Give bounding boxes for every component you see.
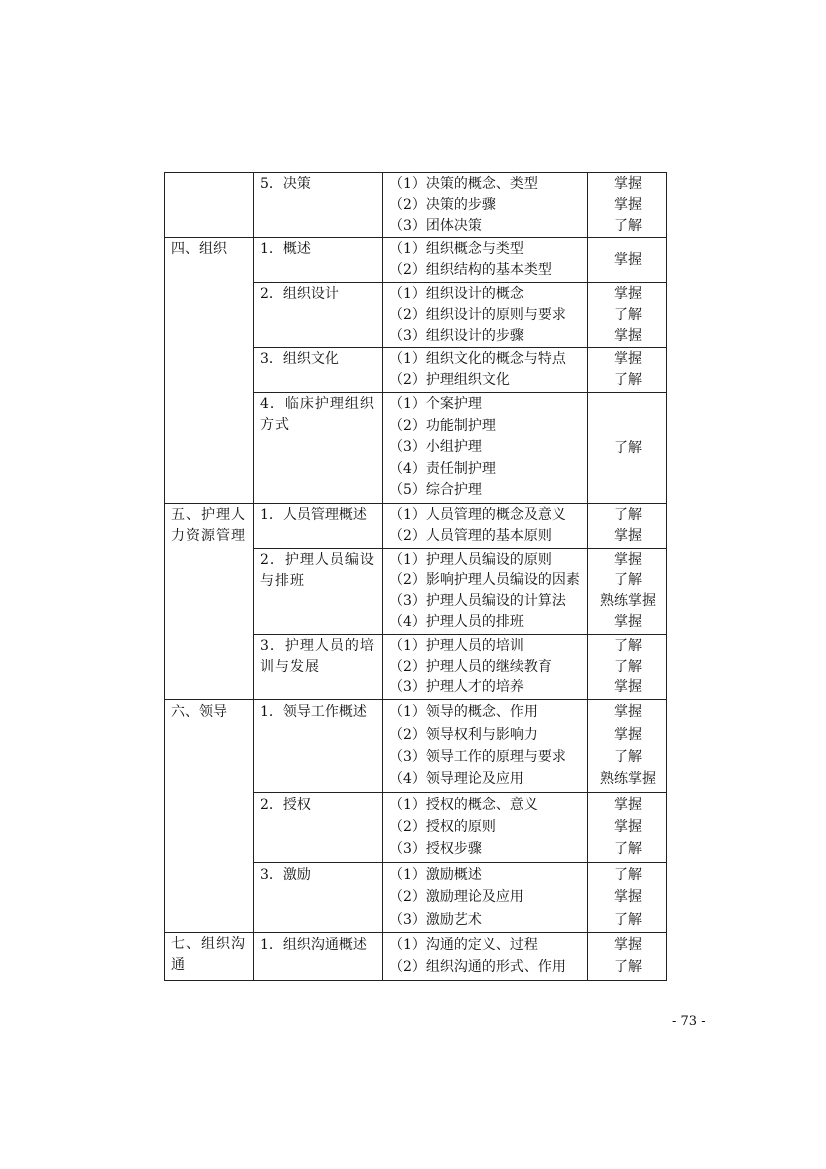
- subtopic-label: 1．领导工作概述: [260, 704, 367, 721]
- content-item: （1）护理人员编设的原则: [389, 551, 552, 568]
- content-item: （3）授权步骤: [389, 841, 482, 858]
- level-label: 掌握: [614, 819, 642, 836]
- content-cell: [383, 173, 588, 238]
- unit-cell: [165, 700, 254, 933]
- unit-label: 四、组织: [171, 241, 227, 258]
- content-item: （1）组织设计的概念: [389, 285, 524, 302]
- level-label: 了解: [614, 572, 642, 589]
- content-item: （1）决策的概念、类型: [389, 176, 538, 192]
- content-cell: [383, 282, 588, 347]
- level-cell: [588, 634, 667, 699]
- content-item: （3）领导工作的原理与要求: [389, 748, 566, 765]
- syllabus-table: [164, 172, 667, 981]
- level-label: 了解: [614, 911, 642, 928]
- content-item: （2）组织沟通的形式、作用: [389, 959, 566, 976]
- unit-cell: [165, 933, 254, 981]
- content-item: （3）小组护理: [389, 439, 482, 456]
- level-label: 掌握: [614, 285, 642, 302]
- subtopic-label: 4．临床护理组织方式: [260, 395, 375, 433]
- content-item: （2）激励理论及应用: [389, 889, 524, 906]
- content-item: （2）授权的原则: [389, 819, 496, 836]
- level-label: 了解: [614, 841, 642, 858]
- content-cell: [383, 548, 588, 634]
- content-cell: [383, 792, 588, 862]
- level-label: 了解: [614, 637, 642, 654]
- level-label: 了解: [614, 439, 642, 456]
- subtopic-label: 3．组织文化: [260, 351, 339, 368]
- subtopic-label: 5．决策: [260, 176, 311, 192]
- level-label: 了解: [614, 506, 642, 523]
- content-cell: [383, 700, 588, 793]
- content-cell: [383, 503, 588, 548]
- content-item: （4）责任制护理: [389, 460, 496, 477]
- level-label: 了解: [614, 959, 642, 976]
- content-item: （1）护理人员的培训: [389, 637, 524, 654]
- level-cell: [588, 862, 667, 932]
- subtopic-label: 2．组织设计: [260, 285, 339, 302]
- subtopic-cell: [254, 792, 383, 862]
- content-item: （2）组织设计的原则与要求: [389, 306, 566, 323]
- subtopic-label: 2．授权: [260, 796, 311, 813]
- level-cell: [588, 548, 667, 634]
- level-label: 了解: [614, 306, 642, 323]
- subtopic-cell: [254, 392, 383, 503]
- level-label: 掌握: [614, 889, 642, 906]
- level-label: 掌握: [614, 327, 642, 344]
- level-label: 掌握: [614, 613, 642, 630]
- level-cell: [588, 503, 667, 548]
- subtopic-label: 3．护理人员的培训与发展: [260, 637, 375, 675]
- content-cell: [383, 348, 588, 393]
- level-cell: [588, 792, 667, 862]
- unit-cell: [165, 503, 254, 699]
- level-label: 掌握: [614, 796, 642, 813]
- unit-label: 六、领导: [171, 704, 227, 721]
- level-label: 掌握: [614, 551, 642, 568]
- subtopic-cell: [254, 173, 383, 238]
- subtopic-cell: [254, 238, 383, 283]
- subtopic-label: 1．组织沟通概述: [260, 937, 367, 954]
- level-cell: [588, 238, 667, 283]
- level-label: 熟练掌握: [600, 771, 656, 788]
- content-item: （2）组织结构的基本类型: [389, 262, 552, 279]
- subtopic-cell: [254, 548, 383, 634]
- page-number: - 73 -: [672, 1014, 706, 1029]
- subtopic-label: 1．人员管理概述: [260, 506, 367, 523]
- level-label: 了解: [614, 217, 642, 234]
- level-label: 了解: [614, 372, 642, 389]
- unit-label: 五、护理人力资源管理: [171, 506, 246, 544]
- level-label: 掌握: [614, 679, 642, 696]
- level-label: 熟练掌握: [600, 593, 656, 610]
- subtopic-cell: [254, 862, 383, 932]
- content-item: （1）组织文化的概念与特点: [389, 351, 566, 368]
- content-item: （1）授权的概念、意义: [389, 796, 538, 813]
- level-label: 掌握: [614, 937, 642, 954]
- content-item: （2）领导权利与影响力: [389, 726, 538, 743]
- content-item: （1）领导的概念、作用: [389, 704, 538, 721]
- content-cell: [383, 933, 588, 981]
- level-cell: [588, 348, 667, 393]
- subtopic-cell: [254, 348, 383, 393]
- content-item: （2）功能制护理: [389, 417, 496, 434]
- content-item: （2）决策的步骤: [389, 196, 496, 213]
- content-item: （4）领导理论及应用: [389, 771, 524, 788]
- level-cell: [588, 392, 667, 503]
- content-item: （3）护理人才的培养: [389, 679, 524, 696]
- content-cell: [383, 862, 588, 932]
- content-item: （1）组织概念与类型: [389, 241, 524, 258]
- subtopic-label: 2．护理人员编设与排班: [260, 551, 375, 589]
- subtopic-cell: [254, 700, 383, 793]
- level-label: 掌握: [614, 527, 642, 544]
- level-label: 掌握: [614, 251, 642, 268]
- subtopic-label: 3．激励: [260, 866, 311, 883]
- level-label: 掌握: [614, 351, 642, 368]
- content-item: （5）综合护理: [389, 482, 482, 499]
- content-item: （3）团体决策: [389, 217, 482, 234]
- content-item: （3）激励艺术: [389, 911, 482, 928]
- level-cell: [588, 700, 667, 793]
- level-label: 了解: [614, 658, 642, 675]
- level-label: 了解: [614, 866, 642, 883]
- content-item: （3）组织设计的步骤: [389, 327, 524, 344]
- level-label: 掌握: [614, 176, 642, 192]
- content-item: （3）护理人员编设的计算法: [389, 593, 566, 610]
- content-item: （1）个案护理: [389, 395, 482, 412]
- content-item: （1）人员管理的概念及意义: [389, 506, 566, 523]
- unit-label: 七、组织沟通: [171, 936, 246, 974]
- content-item: （2）影响护理人员编设的因素: [389, 572, 580, 589]
- level-cell: [588, 933, 667, 981]
- subtopic-cell: [254, 282, 383, 347]
- subtopic-cell: [254, 634, 383, 699]
- content-item: （2）人员管理的基本原则: [389, 527, 552, 544]
- content-item: （4）护理人员的排班: [389, 613, 524, 630]
- content-cell: [383, 634, 588, 699]
- level-label: 了解: [614, 748, 642, 765]
- table-row: [165, 173, 667, 238]
- subtopic-label: 1．概述: [260, 241, 311, 258]
- content-item: （1）激励概述: [389, 866, 482, 883]
- level-label: 掌握: [614, 196, 642, 213]
- table-row: [165, 238, 667, 283]
- subtopic-cell: [254, 933, 383, 981]
- level-cell: [588, 282, 667, 347]
- content-cell: [383, 392, 588, 503]
- content-cell: [383, 238, 588, 283]
- content-item: （1）沟通的定义、过程: [389, 937, 538, 954]
- subtopic-cell: [254, 503, 383, 548]
- content-item: （2）护理组织文化: [389, 372, 510, 389]
- unit-cell: [165, 238, 254, 504]
- table-row: [165, 700, 667, 793]
- table-row: [165, 503, 667, 548]
- level-cell: [588, 173, 667, 238]
- unit-cell: [165, 173, 254, 238]
- level-label: 掌握: [614, 704, 642, 721]
- table-row: [165, 933, 667, 981]
- level-label: 掌握: [614, 726, 642, 743]
- content-item: （2）护理人员的继续教育: [389, 658, 552, 675]
